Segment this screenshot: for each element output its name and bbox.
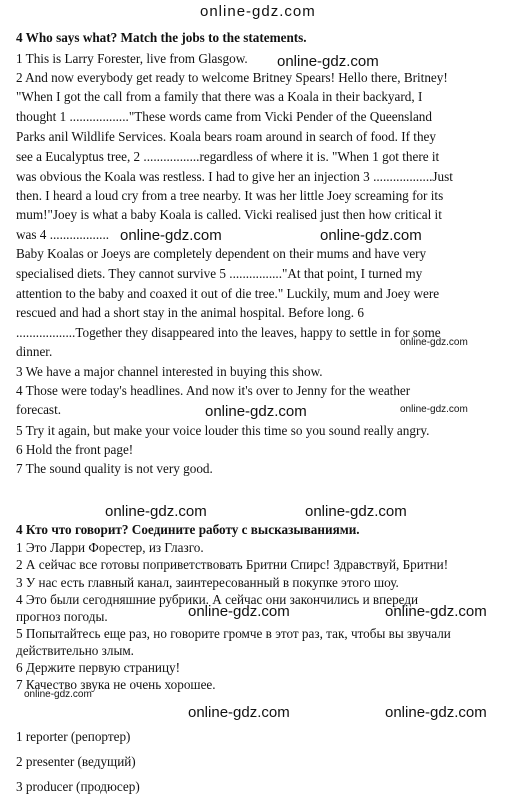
text-line: was 4 ..................	[16, 227, 110, 242]
watermark: online-gdz.com	[385, 603, 487, 620]
watermark: online-gdz.com	[205, 403, 307, 420]
text-line: 5 Try it again, but make your voice louder this time so you sound really angry.	[16, 423, 430, 438]
watermark: online-gdz.com	[188, 603, 290, 620]
text-line-ru: 5 Попытайтесь еще раз, но говорите громче в этот раз, так, чтобы вы звучали	[16, 626, 451, 641]
job-item-presenter: 2 presenter (ведущий)	[16, 754, 136, 769]
text-line: then. I heard a loud cry from a tree nearby. It was her little Joey screaming for its	[16, 188, 444, 203]
text-line-ru: 6 Держите первую страницу!	[16, 660, 180, 675]
text-line-ru: действительно злым.	[16, 643, 134, 658]
text-line: was obvious the Koala was restless. I had to give her an injection 3 ..................Just	[16, 169, 453, 184]
text-line: 6 Hold the front page!	[16, 442, 134, 457]
text-line: mum!"Joey is what a baby Koala is called. Vicki realised just then how critical it	[16, 207, 442, 222]
text-line-ru: прогноз погоды.	[16, 609, 108, 624]
text-line: forecast.	[16, 402, 62, 417]
text-line: rescued and had a short stay in the animal hospital. Before long. 6	[16, 305, 364, 320]
text-line-ru: 3 У нас есть главный канал, заинтересованный в покупке этого шоу.	[16, 575, 399, 590]
exercise-title-en: 4 Who says what? Match the jobs to the statements.	[16, 30, 307, 45]
job-item-producer: 3 producer (продюсер)	[16, 779, 140, 794]
text-line-ru: 7 Качество звука не очень хорошее.	[16, 677, 216, 692]
watermark: online-gdz.com	[400, 337, 468, 348]
watermark: online-gdz.com	[305, 503, 407, 520]
text-line: ..................Together they disappeared into the leaves, happy to settle in for some	[16, 325, 441, 340]
watermark: online-gdz.com	[105, 503, 207, 520]
text-line-ru: 4 Это были сегодняшние рубрики. А сейчас они закончились и впереди	[16, 592, 419, 607]
text-line: thought 1 .................."These words came from Vicki Pender of the Queensland	[16, 109, 432, 124]
text-line: 3 We have a major channel interested in buying this show.	[16, 364, 323, 379]
text-line: dinner.	[16, 344, 53, 359]
text-line: Baby Koalas or Joeys are completely dependent on their mums and have very	[16, 246, 427, 261]
text-line: Parks anil Wildlife Services. Koala bears roam around in search of food. If they	[16, 129, 436, 144]
watermark: online-gdz.com	[320, 227, 422, 244]
watermark-header: online-gdz.com	[200, 3, 316, 20]
watermark: online-gdz.com	[24, 689, 92, 700]
text-line: 2 And now everybody get ready to welcome Britney Spears! Hello there, Britney!	[16, 70, 448, 85]
text-line: 4 Those were today's headlines. And now it's over to Jenny for the weather	[16, 383, 411, 398]
watermark: online-gdz.com	[277, 53, 379, 70]
watermark: online-gdz.com	[400, 404, 468, 415]
exercise-title-ru: 4 Кто что говорит? Соедините работу с высказываниями.	[16, 522, 360, 537]
watermark: online-gdz.com	[188, 704, 290, 721]
text-line: 7 The sound quality is not very good.	[16, 461, 213, 476]
text-line: attention to the baby and coaxed it out of die tree." Luckily, mum and Joey were	[16, 286, 440, 301]
text-line-ru: 1 Это Ларри Форестер, из Глазго.	[16, 540, 204, 555]
text-line: specialised diets. They cannot survive 5 ................"At that point, I turned my	[16, 266, 423, 281]
text-line: see a Eucalyptus tree, 2 .................regardless of where it is. "When 1 got there it	[16, 149, 440, 164]
text-line-ru: 2 А сейчас все готовы поприветствовать Бритни Спирс! Здравствуй, Бритни!	[16, 557, 449, 572]
watermark: online-gdz.com	[385, 704, 487, 721]
text-line: 1 This is Larry Forester, live from Glasgow.	[16, 51, 248, 66]
text-line: "When I got the call from a family that there was a Koala in their backyard, I	[16, 89, 423, 104]
job-item-reporter: 1 reporter (репортер)	[16, 729, 131, 744]
watermark: online-gdz.com	[120, 227, 222, 244]
